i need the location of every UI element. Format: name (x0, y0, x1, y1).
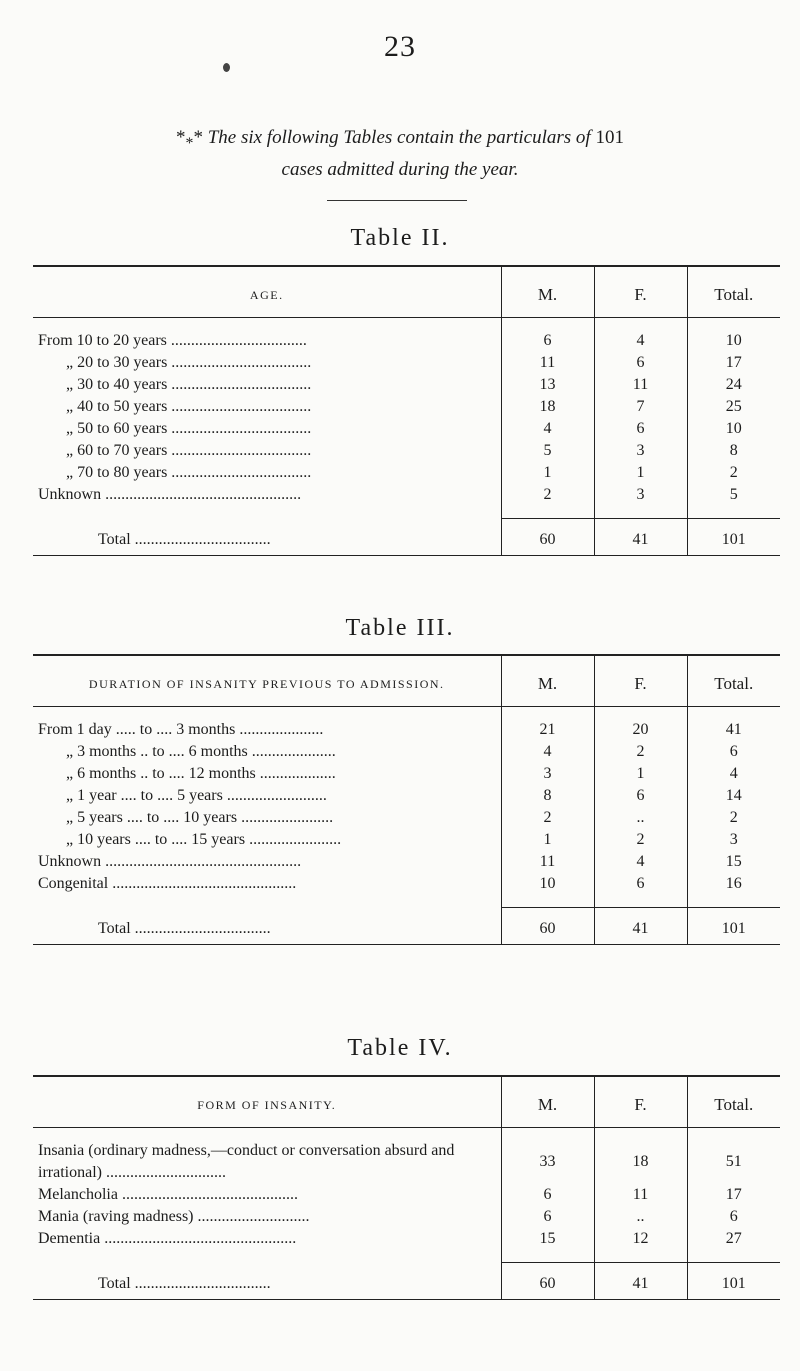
cell-value: 4 (501, 741, 594, 763)
table4-label-header: FORM OF INSANITY. (33, 1077, 501, 1128)
row-label: „ 3 months .. to .... 6 months ..................... (66, 743, 336, 760)
total-label: Total .................................. (98, 1274, 271, 1292)
row-label: „ 30 to 40 years ................................... (66, 376, 312, 393)
cell-value: 11 (594, 1184, 687, 1206)
cell-value: 5 (501, 440, 594, 462)
cell-value: 41 (687, 707, 780, 742)
cell-value: 2 (687, 462, 780, 484)
cell-value: 6 (594, 785, 687, 807)
cell-value: 18 (501, 396, 594, 418)
spacer-cell (687, 506, 780, 519)
spacer-cell (33, 895, 501, 908)
total-row (33, 519, 780, 556)
row-label: Unknown ................................................. (38, 486, 302, 503)
cell-value: 6 (501, 318, 594, 353)
table-row (33, 741, 780, 763)
cell-value: 24 (687, 374, 780, 396)
cell-value: 11 (501, 352, 594, 374)
table-row (33, 785, 780, 807)
table-row (33, 851, 780, 873)
intro-text-2: cases admitted during the year. (281, 158, 519, 180)
table-row (33, 318, 780, 353)
cell-value: 2 (501, 807, 594, 829)
cell-value: 3 (594, 484, 687, 506)
table2-col-header: F. (594, 267, 687, 318)
cell-value: 2 (687, 807, 780, 829)
cell-value: 8 (501, 785, 594, 807)
cell-value: 2 (594, 829, 687, 851)
spacer-cell (33, 506, 501, 519)
table2-header-row (33, 267, 780, 318)
cell-value: 15 (501, 1228, 594, 1250)
table-row (33, 707, 780, 742)
cell-value: 14 (687, 785, 780, 807)
table-row (33, 1128, 780, 1185)
spacer-cell (501, 895, 594, 908)
row-label: „ 60 to 70 years ................................... (66, 442, 312, 459)
table-row (33, 829, 780, 851)
table4-col-header: Total. (687, 1077, 780, 1128)
total-value: 60 (501, 1263, 594, 1300)
table-row (33, 396, 780, 418)
row-label: „ 70 to 80 years ................................... (66, 464, 312, 481)
cell-value: 6 (501, 1206, 594, 1228)
row-label: Unknown ................................................. (38, 853, 302, 870)
cell-value: 6 (501, 1184, 594, 1206)
total-value: 101 (687, 519, 780, 556)
table4-col-header: F. (594, 1077, 687, 1128)
spacer-row (33, 895, 780, 908)
ink-speck (223, 63, 230, 72)
table-row (33, 1228, 780, 1250)
cell-value: 8 (687, 440, 780, 462)
spacer-row (33, 1250, 780, 1263)
table-row (33, 440, 780, 462)
page-number: 23 (384, 30, 416, 63)
cell-value: 1 (594, 763, 687, 785)
total-row (33, 1263, 780, 1300)
row-label: From 10 to 20 years .................................. (38, 332, 307, 349)
cell-value: .. (594, 807, 687, 829)
cell-value: 27 (687, 1228, 780, 1250)
row-label: „ 20 to 30 years ................................... (66, 354, 312, 371)
cell-value: 2 (501, 484, 594, 506)
table2-col-header: M. (501, 267, 594, 318)
cell-value: 16 (687, 873, 780, 895)
table-row (33, 462, 780, 484)
intro-count: 101 (595, 127, 624, 148)
total-row (33, 908, 780, 945)
total-label: Total .................................. (98, 919, 271, 937)
table-row (33, 1206, 780, 1228)
table3-col-header: M. (501, 656, 594, 707)
table3-title: Table III. (345, 615, 455, 641)
cell-value: 12 (594, 1228, 687, 1250)
spacer-cell (501, 1250, 594, 1263)
row-label: „ 6 months .. to .... 12 months ................... (66, 765, 336, 782)
cell-value: 4 (501, 418, 594, 440)
total-value: 101 (687, 1263, 780, 1300)
cell-value: 10 (687, 418, 780, 440)
table2-label-header: AGE. (33, 267, 501, 318)
cell-value: 18 (594, 1128, 687, 1185)
spacer-cell (501, 506, 594, 519)
table4-col-header: M. (501, 1077, 594, 1128)
spacer-cell (33, 1250, 501, 1263)
cell-value: 11 (594, 374, 687, 396)
table-row (33, 807, 780, 829)
spacer-cell (687, 895, 780, 908)
spacer-cell (594, 1250, 687, 1263)
table-row (33, 873, 780, 895)
divider-rule (327, 200, 467, 201)
table2-col-header: Total. (687, 267, 780, 318)
cell-value: 4 (594, 318, 687, 353)
total-value: 101 (687, 908, 780, 945)
cell-value: 13 (501, 374, 594, 396)
cell-value: 4 (594, 851, 687, 873)
cell-value: 7 (594, 396, 687, 418)
cell-value: 3 (501, 763, 594, 785)
cell-value: 25 (687, 396, 780, 418)
row-label: Insania (ordinary madness,—conduct or conversation absurd and irrational) .............................. (38, 1142, 455, 1181)
table-row (33, 1184, 780, 1206)
cell-value: 17 (687, 352, 780, 374)
cell-value: 2 (594, 741, 687, 763)
cell-value: 10 (687, 318, 780, 353)
spacer-cell (594, 895, 687, 908)
total-value: 60 (501, 519, 594, 556)
row-label: „ 10 years .... to .... 15 years ....................... (66, 831, 342, 848)
table3-col-header: Total. (687, 656, 780, 707)
cell-value: 20 (594, 707, 687, 742)
row-label: „ 40 to 50 years ................................... (66, 398, 312, 415)
cell-value: 4 (687, 763, 780, 785)
table-row (33, 374, 780, 396)
total-value: 60 (501, 908, 594, 945)
table-row (33, 484, 780, 506)
row-label: Congenital .............................................. (38, 875, 297, 892)
cell-value: 11 (501, 851, 594, 873)
table4-title: Table IV. (347, 1035, 453, 1061)
row-label: Dementia ................................................ (38, 1230, 297, 1247)
cell-value: 6 (594, 418, 687, 440)
table2-title: Table II. (350, 225, 450, 251)
cell-value: 33 (501, 1128, 594, 1185)
cell-value: 10 (501, 873, 594, 895)
cell-value: 1 (501, 829, 594, 851)
table-row (33, 418, 780, 440)
table2 (33, 265, 780, 556)
cell-value: 6 (594, 873, 687, 895)
table4 (33, 1075, 780, 1300)
intro-text: The six following Tables contain the particulars of (207, 127, 591, 148)
total-value: 41 (594, 1263, 687, 1300)
cell-value: 1 (501, 462, 594, 484)
spacer-cell (687, 1250, 780, 1263)
row-label: From 1 day ..... to .... 3 months ..................... (38, 721, 324, 738)
asterism: $*_**$ (176, 127, 203, 152)
table-row (33, 763, 780, 785)
spacer-cell (594, 506, 687, 519)
row-label: Melancholia ............................................ (38, 1186, 298, 1203)
cell-value: 21 (501, 707, 594, 742)
cell-value: 15 (687, 851, 780, 873)
table3-header-row (33, 656, 780, 707)
row-label: „ 50 to 60 years ................................... (66, 420, 312, 437)
table3-col-header: F. (594, 656, 687, 707)
cell-value: 3 (687, 829, 780, 851)
table-row (33, 352, 780, 374)
row-label: „ 1 year .... to .... 5 years ......................... (66, 787, 327, 804)
row-label: Mania (raving madness) ............................ (38, 1208, 310, 1225)
cell-value: 5 (687, 484, 780, 506)
cell-value: 6 (594, 352, 687, 374)
table3-label-header: DURATION OF INSANITY PREVIOUS TO ADMISSION. (33, 656, 501, 707)
total-value: 41 (594, 908, 687, 945)
cell-value: 1 (594, 462, 687, 484)
intro-note (40, 125, 760, 183)
cell-value: 6 (687, 1206, 780, 1228)
cell-value: 6 (687, 741, 780, 763)
cell-value: .. (594, 1206, 687, 1228)
spacer-row (33, 506, 780, 519)
total-value: 41 (594, 519, 687, 556)
cell-value: 17 (687, 1184, 780, 1206)
total-label: Total .................................. (98, 530, 271, 548)
table4-header-row (33, 1077, 780, 1128)
cell-value: 3 (594, 440, 687, 462)
row-label: „ 5 years .... to .... 10 years ....................... (66, 809, 334, 826)
table3 (33, 654, 780, 945)
cell-value: 51 (687, 1128, 780, 1185)
